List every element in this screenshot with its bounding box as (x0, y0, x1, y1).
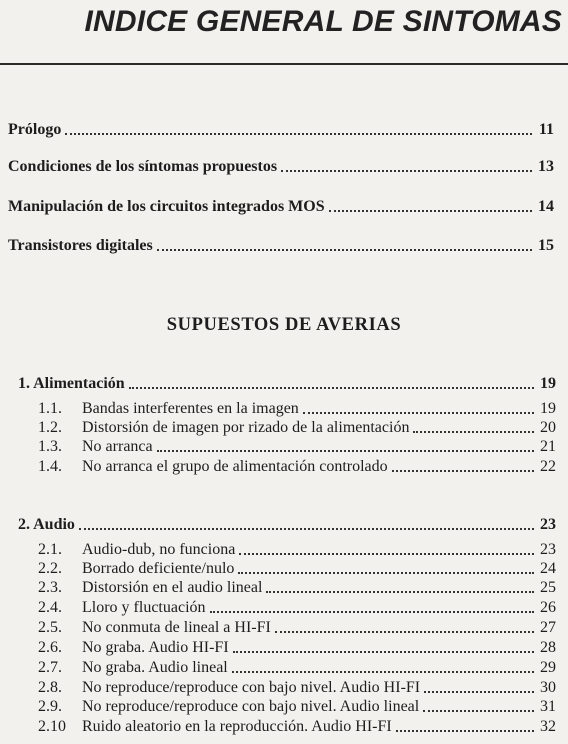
toc-item-2-2[interactable] (38, 559, 556, 579)
item-page: 32 (540, 718, 556, 735)
toc-item-2-1[interactable] (38, 540, 556, 560)
toc-item-2-6[interactable] (38, 638, 556, 658)
item-number: 2.6. (38, 639, 62, 656)
chapter-audio[interactable] (18, 515, 556, 535)
item-number: 2.7. (38, 659, 62, 676)
title-rule (0, 63, 568, 65)
item-label: No arranca (82, 438, 153, 455)
toc-entry-label: Transistores digitales (8, 237, 153, 254)
dot-leader (210, 611, 534, 613)
dot-leader (157, 450, 534, 452)
toc-entry-prologo[interactable] (8, 120, 554, 140)
item-number: 1.1. (38, 400, 62, 417)
dot-leader (238, 572, 534, 574)
dot-leader (413, 431, 534, 433)
item-label: No graba. Audio HI-FI (82, 639, 229, 656)
dot-leader (423, 710, 534, 712)
item-number: 1.4. (38, 458, 62, 475)
item-page: 25 (540, 579, 556, 596)
item-page: 22 (540, 458, 556, 475)
item-page: 19 (540, 400, 556, 417)
item-page: 27 (540, 619, 556, 636)
toc-item-2-4[interactable] (38, 598, 556, 618)
chapter-alimentacion[interactable] (18, 374, 556, 394)
toc-item-2-10[interactable] (38, 717, 556, 737)
item-label: No reproduce/reproduce con bajo nivel. Audio HI-FI (82, 679, 421, 696)
dot-leader (275, 631, 534, 633)
toc-item-1-2[interactable] (38, 418, 556, 438)
item-label: Bandas interferentes en la imagen (82, 400, 299, 417)
item-page: 24 (540, 560, 556, 577)
item-number: 2.5. (38, 619, 62, 636)
item-number: 2.2. (38, 560, 62, 577)
toc-entry-page: 14 (538, 198, 554, 215)
item-number: 1.2. (38, 419, 62, 436)
item-label: Lloro y fluctuación (82, 599, 206, 616)
toc-entry-page: 15 (538, 237, 554, 254)
dot-leader (266, 591, 534, 593)
item-page: 26 (540, 599, 556, 616)
dot-leader (396, 730, 534, 732)
item-label: No arranca el grupo de alimentación controlado (82, 458, 388, 475)
item-label: No conmuta de lineal a HI-FI (82, 619, 271, 636)
dot-leader (129, 387, 534, 389)
item-page: 23 (540, 541, 556, 558)
item-page: 28 (540, 639, 556, 656)
item-label: No graba. Audio lineal (82, 659, 228, 676)
toc-item-2-8[interactable] (38, 678, 556, 698)
item-page: 30 (540, 679, 556, 696)
item-number: 2.9. (38, 698, 62, 715)
toc-item-2-7[interactable] (38, 658, 556, 678)
item-page: 31 (540, 698, 556, 715)
toc-item-2-5[interactable] (38, 618, 556, 638)
item-label: No reproduce/reproduce con bajo nivel. Audio lineal (82, 698, 420, 715)
dot-leader (79, 528, 534, 530)
toc-entry-label: Manipulación de los circuitos integrados MOS (8, 198, 325, 215)
item-number: 2.3. (38, 579, 62, 596)
dot-leader (329, 210, 532, 212)
item-label: Audio-dub, no funciona (82, 541, 236, 558)
chapter-page: 19 (540, 375, 556, 392)
toc-item-1-4[interactable] (38, 457, 556, 477)
toc-item-1-3[interactable] (38, 437, 556, 457)
section-title: SUPUESTOS DE AVERIAS (166, 315, 402, 335)
chapter-label: 2. Audio (18, 516, 75, 533)
toc-item-1-1[interactable] (38, 399, 556, 419)
toc-entry-label: Condiciones de los síntomas propuestos (8, 158, 278, 175)
dot-leader (424, 691, 534, 693)
page-title: INDICE GENERAL DE SINTOMAS (84, 5, 562, 38)
toc-item-2-3[interactable] (38, 578, 556, 598)
toc-entry-transistores[interactable] (8, 236, 554, 256)
toc-entry-manipulacion[interactable] (8, 197, 554, 217)
item-label: Borrado deficiente/nulo (82, 560, 235, 577)
toc-entry-page: 11 (538, 121, 554, 138)
toc-entry-condiciones[interactable] (8, 157, 554, 177)
item-number: 2.8. (38, 679, 62, 696)
item-page: 29 (540, 659, 556, 676)
item-page: 21 (540, 438, 556, 455)
item-number: 2.10 (38, 718, 66, 735)
dot-leader (303, 412, 534, 414)
item-page: 20 (540, 419, 556, 436)
dot-leader (239, 553, 534, 555)
chapter-page: 23 (540, 516, 556, 533)
dot-leader (65, 133, 532, 135)
dot-leader (281, 170, 532, 172)
item-label: Distorsión en el audio lineal (82, 579, 263, 596)
dot-leader (232, 671, 534, 673)
item-number: 1.3. (38, 438, 62, 455)
toc-entry-label: Prólogo (8, 121, 62, 138)
dot-leader (233, 651, 534, 653)
item-label: Distorsión de imagen por rizado de la alimentación (82, 419, 410, 436)
chapter-label: 1. Alimentación (18, 375, 125, 392)
item-label: Ruido aleatorio en la reproducción. Audio HI-FI (82, 718, 392, 735)
toc-item-2-9[interactable] (38, 697, 556, 717)
toc-entry-page: 13 (538, 158, 554, 175)
dot-leader (157, 249, 532, 251)
item-number: 2.4. (38, 599, 62, 616)
item-number: 2.1. (38, 541, 62, 558)
dot-leader (392, 470, 534, 472)
